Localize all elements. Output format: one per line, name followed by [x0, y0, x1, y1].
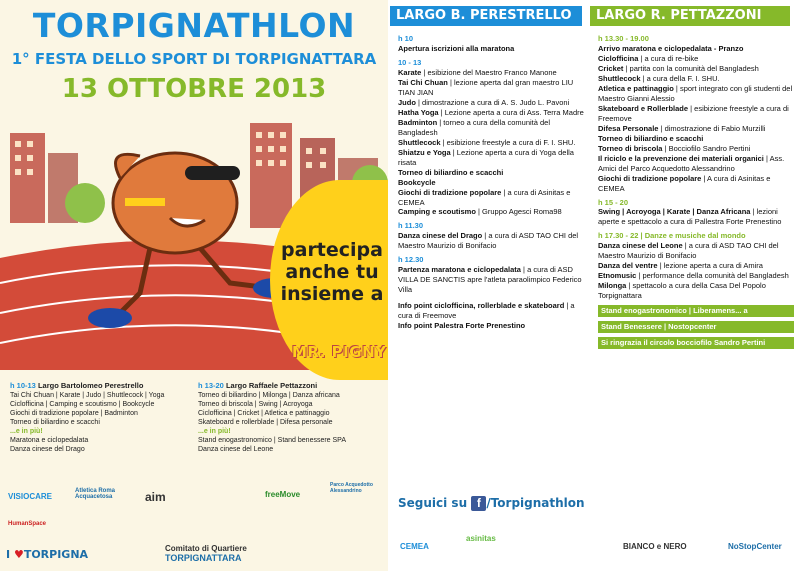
program-item: Bookcycle	[398, 177, 436, 187]
program-detail: | a cura di Freemove	[398, 301, 575, 321]
program-time: h 10	[398, 34, 414, 43]
program-activity: Difesa Personale	[598, 123, 659, 133]
schedule-line: Ciclofficina | Cricket | Atletica e pattinaggio	[198, 409, 330, 417]
heart-icon: ♥	[13, 548, 24, 561]
program-detail: | torneo a cura della comunità del Bangladesh	[398, 117, 551, 137]
program-detail: | sport integrato con gli studenti del Maestro Gianni Alessio	[598, 83, 793, 103]
program-time: h 11.30	[398, 221, 424, 231]
schedule-line: Danza cinese del Leone	[198, 446, 274, 454]
program-item	[398, 188, 586, 208]
program-perestrello	[398, 30, 586, 331]
schedule-line: Torneo di biliardino | Milonga | Danza africana	[198, 391, 340, 399]
schedule-line: Tai Chi Chuan | Karate | Judo | Shuttlecock | Yoga	[10, 391, 165, 399]
program-time: h 12.30	[398, 255, 424, 265]
i-love-torpigna: I ♥TORPIGNA	[6, 548, 89, 561]
program-activity: Karate	[398, 67, 422, 77]
program-activity: Hatha Yoga	[398, 107, 439, 117]
program-item	[598, 281, 794, 301]
callout-text	[278, 240, 386, 306]
program-detail: | esibizione freestyle a cura di Freemove	[598, 103, 789, 123]
program-item	[398, 207, 586, 217]
program-detail: | Lezione aperta a cura di Ass. Terra Madre	[438, 107, 584, 117]
program-item	[398, 68, 586, 78]
program-detail: | a cura di Asinitas e CEMEA	[398, 187, 571, 207]
schedule-line: Giochi di tradizione popolare | Badminton	[10, 409, 138, 417]
stand-banner: Stand enogastronomico | Liberamens... a	[598, 305, 794, 317]
social-follow[interactable]	[398, 496, 585, 511]
program-item	[398, 98, 586, 108]
program-activity: Info point ciclofficina, rollerblade e skateboard	[398, 301, 565, 311]
schedule-time: h 13-20	[198, 381, 224, 390]
stand-banner: Stand Benessere | Nostopcenter	[598, 321, 794, 333]
schedule-line: Danza cinese del Drago	[10, 446, 85, 454]
facebook-icon: f	[471, 496, 486, 511]
program-detail: | a cura di ASD TAO CHI del Maestro Maurizio di Bonifacio	[398, 231, 579, 251]
program-detail: | spettacolo a cura della Casa Del Popolo Torpignattara	[598, 281, 766, 301]
program-activity: Danza cinese del Leone	[598, 241, 683, 251]
program-item	[398, 265, 586, 295]
program-activity: Milonga	[598, 281, 627, 291]
program-item: Info point Palestra Forte Prenestino	[398, 321, 526, 331]
schedule-more: ...e in più!	[198, 428, 231, 436]
program-detail: | performance della comunità del Bangladesh	[636, 271, 789, 281]
program-detail: | lezioni aperte e spettacolo a cura di Pallestra Forte Prenestino	[598, 207, 782, 227]
event-title: TORPIGNATHLON	[32, 6, 356, 45]
program-activity: Giochi di tradizione popolare	[398, 187, 502, 197]
comitato-small: Comitato di Quartiere	[165, 544, 247, 553]
program-activity: Shuttlecock	[398, 137, 441, 147]
program-detail: | esibizione del Maestro Franco Manone	[421, 67, 557, 77]
thanks-banner: Si ringrazia il circolo bocciofilo Sandro Pertini	[598, 337, 794, 349]
schedule-place: Largo Raffaele Pettazzoni	[225, 381, 318, 390]
program-item	[398, 301, 586, 321]
program-activity: Tai Chi Chuan	[398, 77, 448, 87]
sponsor-logo: Parco Acquedotto Alessandrino	[330, 482, 373, 494]
program-activity: Danza cinese del Drago	[398, 231, 483, 241]
program-activity: Danza del ventre	[598, 261, 658, 271]
schedule-place: Largo Bartolomeo Perestrello	[37, 381, 144, 390]
program-activity: Partenza maratona e ciclopedalata	[398, 265, 521, 275]
program-detail: | dimostrazione a cura di A. S. Judo L. Pavoni	[415, 97, 570, 107]
program-item	[398, 78, 586, 98]
program-item	[598, 174, 794, 194]
sponsor-logos-left	[0, 478, 388, 538]
program-activity: Etnomusic	[598, 271, 637, 281]
schedule-pettazzoni	[198, 381, 383, 454]
callout-line: partecipa	[281, 239, 383, 261]
program-activity: Swing | Acroyoga | Karate | Danza Africana	[598, 207, 751, 217]
love-text: TORPIGNA	[23, 548, 89, 561]
comitato-big: TORPIGNATTARA	[165, 552, 242, 563]
program-item	[598, 154, 794, 174]
event-date: 13 OTTOBRE 2013	[61, 74, 327, 104]
schedule-time: h 10-13	[10, 381, 36, 390]
program-item: Torneo di biliardino e scacchi	[398, 167, 504, 177]
program-detail: | dimostrazione di Fabio Murzilli	[658, 123, 766, 133]
poster-right-panel	[388, 0, 800, 571]
program-activity: Ciclofficina	[598, 53, 639, 63]
program-detail: | a cura di ASD TAO CHI del Maestro Maurizio di Bonifacio	[598, 241, 779, 261]
program-item	[398, 231, 586, 251]
program-detail: | A cura di Asinitas e CEMEA	[598, 173, 771, 193]
program-item	[398, 118, 586, 138]
header-perestrello: LARGO B. PERESTRELLO	[390, 6, 582, 26]
callout-line: insieme a	[280, 282, 384, 305]
program-item	[598, 241, 794, 261]
program-item	[598, 207, 794, 227]
follow-prefix: Seguici su	[398, 496, 468, 510]
callout-line: anche tu	[285, 260, 379, 283]
program-activity: Il riciclo e la prevenzione dei materiali organici	[598, 153, 764, 163]
sponsor-logo: freeMove	[265, 490, 301, 499]
program-activity: Camping e scoutismo	[398, 207, 476, 217]
program-activity: Skateboard e Rollerblade	[598, 103, 689, 113]
program-item: Apertura iscrizioni alla maratona	[398, 43, 515, 53]
program-activity: Torneo di briscola	[598, 143, 663, 153]
program-activity: Giochi di tradizione popolare	[598, 173, 702, 183]
program-item	[598, 84, 794, 104]
sponsor-logo: CEMEA	[400, 542, 429, 551]
schedule-line: Maratona e ciclopedalata	[10, 437, 89, 445]
program-activity: Judo	[398, 97, 416, 107]
schedule-perestrello	[10, 381, 190, 454]
program-detail: | Ass. Amici del Parco Acquedotto Alessandrino	[598, 153, 785, 173]
sponsor-logo: VISIOCARE	[8, 492, 53, 501]
program-time: h 17.30 - 22 | Danze e musiche dal mondo	[598, 231, 746, 241]
schedule-heading	[198, 381, 383, 391]
program-detail: | a cura della F. I. SHU.	[640, 73, 720, 83]
program-detail: | esibizione freestyle a cura di F. I. SHU.	[440, 137, 576, 147]
program-detail: | a cura di ASD VILLA DE SANCTIS apre l'atleta paraolimpico Federico Villa	[398, 265, 582, 295]
schedule-heading	[10, 381, 190, 391]
program-item	[598, 124, 794, 134]
program-detail: | partita con la comunità del Bangladesh	[623, 63, 759, 73]
program-detail: | Lezione aperta a cura di Yoga della risata	[398, 147, 574, 167]
sponsor-logos-right	[388, 530, 800, 571]
sponsor-logo: HumanSpace	[8, 521, 47, 527]
follow-handle: /Torpignathlon	[486, 496, 585, 510]
program-item: Torneo di biliardino e scacchi	[598, 133, 704, 143]
mascot-name: MR. PIGNY	[292, 343, 387, 361]
schedule-line: Torneo di biliardino e scacchi	[10, 419, 100, 427]
program-activity: Badminton	[398, 117, 438, 127]
schedule-line: Skateboard e rollerblade | Difesa personale	[198, 419, 333, 427]
program-time: 10 - 13	[398, 57, 422, 67]
program-activity: Atletica e pattinaggio	[598, 83, 674, 93]
schedule-more: ...e in più!	[10, 428, 43, 436]
program-activity: Cricket	[598, 63, 624, 73]
program-time: h 13.30 - 19.00	[598, 34, 649, 43]
program-activity: Shiatzu e Yoga	[398, 147, 451, 157]
program-detail: | lezione aperta a cura di Amira	[657, 261, 763, 271]
program-activity: Shuttlecock	[598, 73, 641, 83]
header-pettazzoni: LARGO R. PETTAZZONI	[590, 6, 790, 26]
schedule-line: Torneo di briscola | Swing | Acroyoga	[198, 400, 313, 408]
program-detail: | Bocciofilo Sandro Pertini	[662, 143, 751, 153]
program-item: Arrivo maratona e ciclopedalata - Pranzo	[598, 43, 744, 53]
sponsor-logo: asinitas	[466, 534, 496, 543]
program-pettazzoni	[598, 30, 794, 349]
program-item	[398, 148, 586, 168]
program-item	[598, 64, 794, 74]
program-detail: | Gruppo Agesci Roma98	[475, 207, 562, 217]
event-subtitle: 1° FESTA DELLO SPORT DI TORPIGNATTARA	[11, 50, 377, 68]
program-item	[598, 54, 794, 64]
program-item	[598, 74, 794, 84]
program-detail: | a cura di re-bike	[638, 53, 699, 63]
program-item	[398, 138, 586, 148]
program-item	[398, 108, 586, 118]
program-item	[598, 271, 794, 281]
schedule-line: Ciclofficina | Camping e scoutismo | Bookcycle	[10, 400, 155, 408]
program-item	[598, 144, 794, 154]
sponsor-logo: aim	[145, 490, 166, 504]
program-item	[598, 104, 794, 124]
program-time: h 15 - 20	[598, 197, 629, 207]
program-detail: | lezione aperta dal gran maestro LIU TIAN JIAN	[398, 77, 574, 97]
schedule-line: Stand enogastronomico | Stand benessere SPA	[198, 437, 347, 445]
program-item	[598, 261, 794, 271]
sponsor-logo: BIANCO e NERO	[623, 542, 687, 551]
sponsor-logo: NoStopCenter	[728, 542, 782, 551]
comitato-logo	[165, 545, 247, 564]
sponsor-logo: Atletica Roma Acquacetosa	[75, 488, 116, 500]
poster-left-panel	[0, 0, 388, 571]
